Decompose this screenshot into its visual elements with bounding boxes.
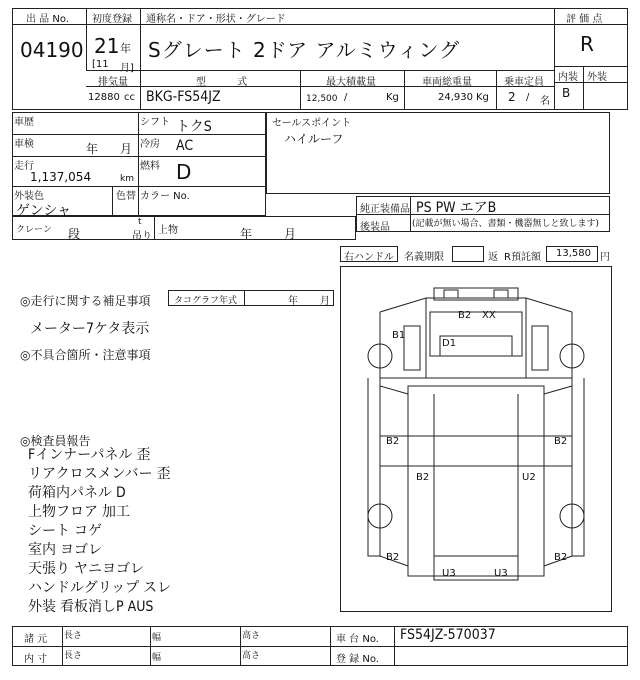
divider bbox=[86, 86, 554, 87]
aftermarket-note: (記載が無い場合、書類・機器無しと致します) bbox=[412, 219, 600, 229]
mileage-label: 走行 bbox=[14, 161, 34, 172]
divider bbox=[140, 8, 141, 70]
body-month: 月 bbox=[284, 227, 297, 241]
length-label: 長さ bbox=[64, 631, 83, 641]
length-label: 長さ bbox=[64, 651, 83, 661]
inspection-label: 車検 bbox=[14, 139, 34, 150]
first-reg-label: 初度登録 bbox=[92, 14, 132, 25]
crane-label: クレーン bbox=[16, 225, 52, 235]
damage-mark: D1 bbox=[442, 338, 457, 349]
inspector-line: 上物フロア 加工 bbox=[28, 504, 130, 520]
cooling-value: AC bbox=[176, 138, 194, 154]
divider bbox=[62, 626, 63, 666]
damage-marks bbox=[386, 310, 567, 579]
inspection-year: 年 bbox=[86, 142, 99, 156]
divider bbox=[140, 70, 141, 110]
max-load-sep: / bbox=[344, 92, 348, 103]
model-value: BKG-FS54JZ bbox=[146, 89, 221, 105]
damage-mark: B2 bbox=[554, 552, 568, 563]
rating-value: R bbox=[580, 32, 594, 56]
year-unit: 年 bbox=[120, 42, 131, 55]
nominal-label: 名義期限 bbox=[404, 252, 444, 263]
tax-label: 返 bbox=[488, 252, 498, 263]
mileage-supplement-label: ◎走行に関する補足事項 bbox=[20, 294, 151, 308]
crane-frame bbox=[12, 216, 356, 240]
color-no-label: カラー No. bbox=[140, 191, 190, 202]
inspector-line: 天張り ヤニヨゴレ bbox=[28, 561, 144, 577]
capacity-value: 2 bbox=[508, 90, 516, 104]
divider bbox=[112, 186, 113, 216]
tachograph-month: 月 bbox=[320, 296, 330, 307]
month-value: [11 bbox=[92, 59, 109, 70]
interior-dims-label: 内 寸 bbox=[24, 654, 48, 665]
model-label: 型 式 bbox=[196, 77, 262, 88]
divider bbox=[300, 70, 301, 110]
gross-weight-label: 車両総重量 bbox=[422, 77, 472, 88]
mileage-unit: km bbox=[120, 174, 134, 184]
windshield bbox=[430, 312, 522, 356]
divider bbox=[244, 290, 245, 306]
body-year: 年 bbox=[240, 227, 253, 241]
chassis-label: 車 台 No. bbox=[336, 634, 379, 645]
divider bbox=[496, 70, 497, 110]
inspector-line: 外装 看板消しP AUS bbox=[28, 599, 154, 615]
divider bbox=[86, 24, 554, 25]
damage-mark: XX bbox=[482, 310, 496, 321]
gross-weight-value: 24,930 bbox=[438, 92, 473, 103]
right-side-panel bbox=[572, 378, 584, 556]
recycle-unit: 円 bbox=[600, 252, 610, 263]
divider bbox=[583, 66, 584, 110]
handle-label: 右ハンドル bbox=[344, 252, 394, 263]
cooling-label: 冷房 bbox=[140, 139, 160, 150]
sales-point-value: ハイルーフ bbox=[284, 132, 344, 146]
interior-label: 内装 bbox=[558, 72, 578, 83]
inspector-label: ◎検査員報告 bbox=[20, 434, 91, 448]
tachograph-year: 年 bbox=[288, 296, 298, 307]
divider bbox=[12, 156, 266, 157]
divider bbox=[86, 70, 554, 71]
interior-value: B bbox=[562, 86, 571, 100]
divider bbox=[12, 646, 628, 647]
height-label: 高さ bbox=[242, 631, 261, 641]
month-unit: 月] bbox=[120, 63, 134, 74]
divider bbox=[154, 216, 155, 240]
damage-mark: B2 bbox=[458, 310, 472, 321]
displacement-value: 12880 bbox=[88, 92, 120, 103]
body-label: 上物 bbox=[158, 225, 178, 236]
divider bbox=[240, 626, 241, 666]
sales-point-label: セールスポイント bbox=[272, 118, 352, 129]
inspection-month: 月 bbox=[120, 142, 133, 156]
crane-stage: 段 bbox=[68, 227, 81, 241]
max-load-value: 12,500 bbox=[306, 94, 338, 104]
damage-mark: B2 bbox=[416, 472, 430, 483]
crane-ton: t bbox=[138, 217, 142, 227]
divider bbox=[138, 112, 139, 216]
color-label: 色替 bbox=[116, 191, 136, 202]
damage-mark: B1 bbox=[392, 330, 406, 341]
meter-note: メーター7ケタ表示 bbox=[30, 321, 150, 337]
max-load-unit: Kg bbox=[386, 92, 399, 103]
divider bbox=[394, 626, 395, 666]
year-value: 21 bbox=[94, 34, 120, 58]
exterior-label: 外装 bbox=[587, 72, 607, 83]
reg-label: 登 録 No. bbox=[336, 654, 379, 665]
damage-mark: U3 bbox=[442, 568, 456, 579]
history-label: 車歴 bbox=[14, 117, 34, 128]
truck-diagram bbox=[340, 266, 612, 612]
crane-lift: 吊り bbox=[132, 231, 152, 242]
damage-mark: U2 bbox=[522, 472, 536, 483]
lot-number: 04190 bbox=[20, 38, 84, 62]
tachograph-label: タコグラフ年式 bbox=[174, 296, 238, 306]
gross-weight-unit: Kg bbox=[476, 92, 489, 103]
exterior-color-label: 外装色 bbox=[14, 191, 44, 202]
divider bbox=[12, 186, 266, 187]
inspector-line: シート コゲ bbox=[28, 523, 102, 539]
recycle-value: 13,580 bbox=[556, 248, 591, 259]
damage-mark: B2 bbox=[386, 552, 400, 563]
divider bbox=[554, 66, 628, 67]
left-side-panel bbox=[368, 378, 380, 556]
divider bbox=[150, 626, 151, 666]
divider bbox=[86, 8, 87, 70]
fuel-label: 燃料 bbox=[140, 161, 160, 172]
divider bbox=[404, 70, 405, 110]
lot-label: 出 品 No. bbox=[26, 14, 69, 25]
inspector-line: 室内 ヨゴレ bbox=[28, 542, 102, 558]
capacity-label: 乗車定員 bbox=[504, 77, 544, 88]
dims-label: 諸 元 bbox=[24, 634, 48, 645]
damage-mark: B2 bbox=[554, 436, 568, 447]
damage-mark: U3 bbox=[494, 568, 508, 579]
divider bbox=[330, 626, 331, 666]
chassis-value: FS54JZ-570037 bbox=[400, 627, 496, 643]
fuel-value: D bbox=[176, 160, 192, 184]
defect-label: ◎不具合箇所・注意事項 bbox=[20, 348, 151, 362]
width-label: 幅 bbox=[152, 653, 162, 663]
width-label: 幅 bbox=[152, 633, 162, 643]
capacity-sep: / bbox=[526, 92, 530, 103]
inspector-line: 荷箱内パネル D bbox=[28, 485, 126, 501]
equipment-label: 純正装備品 bbox=[360, 204, 410, 215]
recycle-label: R預託額 bbox=[504, 252, 541, 263]
capacity-unit: 名 bbox=[540, 96, 550, 107]
grade-text: Sグレート 2ドア アルミウィング bbox=[148, 38, 461, 62]
aftermarket-label: 後装品 bbox=[360, 222, 390, 233]
inspector-line: リアクロスメンバー 歪 bbox=[28, 466, 171, 482]
inspector-line: Fインナーパネル 歪 bbox=[28, 447, 151, 463]
inspector-line: ハンドルグリップ スレ bbox=[28, 580, 172, 596]
exterior-color-value: ゲンシャ bbox=[16, 203, 72, 219]
shift-label: シフト bbox=[140, 117, 170, 128]
name-label: 通称名・ドア・形状・グレード bbox=[146, 14, 286, 25]
damage-mark: B2 bbox=[386, 436, 400, 447]
height-label: 高さ bbox=[242, 651, 261, 661]
nominal-box bbox=[452, 246, 484, 262]
equipment-value: PS PW エアB bbox=[416, 200, 497, 216]
rating-label: 評 価 点 bbox=[566, 14, 603, 25]
max-load-label: 最大積載量 bbox=[326, 77, 376, 88]
divider bbox=[12, 134, 266, 135]
shift-value: トクS bbox=[176, 119, 212, 135]
mileage-value: 1,137,054 bbox=[30, 170, 92, 184]
displacement-unit: cc bbox=[124, 92, 135, 103]
inspector-list bbox=[28, 444, 171, 615]
displacement-label: 排気量 bbox=[98, 77, 128, 88]
